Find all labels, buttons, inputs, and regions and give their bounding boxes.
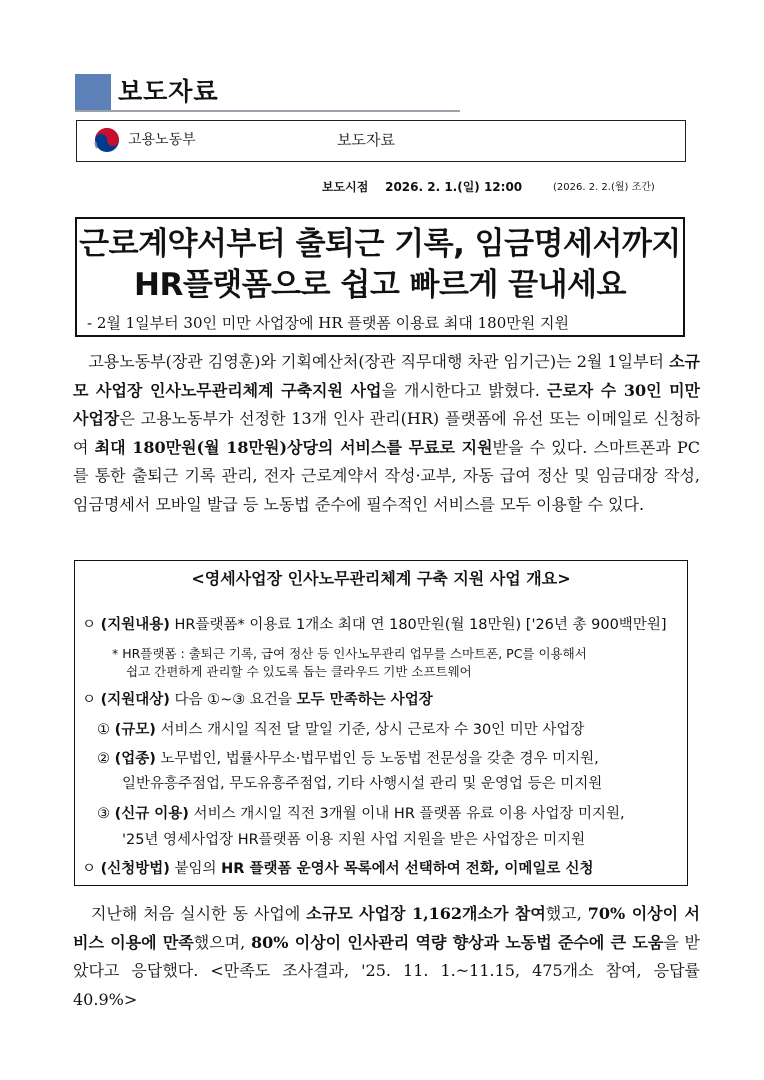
- p2-bold-3: 80% 이상이 인사관리 역량 향상과 노동법 준수에 큰 도움: [251, 932, 664, 952]
- press-release-label: 보도자료: [337, 131, 395, 149]
- p2-text-3: 했으며,: [193, 932, 251, 952]
- p2-text-2: 했고,: [545, 904, 588, 923]
- criteria-item-3: [97, 803, 625, 825]
- criteria-label: (규모): [114, 722, 156, 738]
- criteria-item-2: [97, 748, 599, 770]
- summary-title: <영세사업장 인사노무관리체계 구축 지원 사업 개요>: [191, 569, 571, 588]
- apply-text: 붙임의: [169, 861, 222, 877]
- government-emblem-icon: [92, 125, 122, 155]
- agency-name: 고용노동부: [128, 132, 196, 148]
- criteria-number: ①: [97, 722, 110, 738]
- body-paragraph-1: [73, 348, 700, 519]
- apply-label: (신청방법): [100, 861, 170, 877]
- p1-text-3: 은 고용노동부가 선정한 13개 인사 관리(HR) 플랫폼에 유선 또는 이메일로 신청하여: [73, 409, 700, 457]
- morning-edition: (2026. 2. 2.(월) 조간): [553, 182, 655, 193]
- release-time-value: 2026. 2. 1.(일) 12:00: [385, 180, 523, 194]
- summary-note-line-1: * HR플랫폼 : 출퇴근 기록, 급여 정산 등 인사노무관리 업무를 스마트폰, PC를 이용해서: [112, 646, 587, 661]
- release-time-label: 보도시점: [322, 180, 369, 194]
- criteria-text: 서비스 개시일 직전 3개월 이내 HR 플랫폼 유료 이용 사업장 미지원,: [188, 806, 625, 822]
- p1-text-1: 고용노동부(장관 김영훈)와 기획예산처(장관 직무대행 차관 임기근)는 2월 1일부터: [88, 352, 670, 371]
- p1-bold-1: 소규모 사업장 인사노무관리체계 구축지원 사업: [73, 352, 701, 400]
- target-label: (지원대상): [100, 692, 170, 708]
- criteria-label: (업종): [114, 751, 156, 767]
- release-time: [322, 179, 522, 195]
- criteria-item-2-continued: 일반유흥주점업, 무도유흥주점업, 기타 사행시설 관리 및 운영업 등은 미지원: [122, 776, 603, 792]
- body-paragraph-2: [73, 900, 700, 1014]
- bullet: ㅇ: [82, 617, 97, 633]
- criteria-text: 서비스 개시일 직전 달 말일 기준, 상시 근로자 수 30인 미만 사업장: [155, 722, 585, 738]
- summary-target-item: [82, 689, 433, 711]
- p1-text-4: 받을 수 있다. 스마트폰과 PC를 통한 출퇴근 기록 관리, 전자 근로계약서 작성·교부, 자동 급여 정산 및 임금대장 작성, 임금명세서 모바일 발급 등 노동법 준수에 필수적인 서비스를 모두 이용할 수 있다.: [73, 437, 700, 514]
- headline-line-1: 근로계약서부터 출퇴근 기록, 임금명세서까지: [79, 226, 681, 262]
- criteria-item-1: [97, 719, 584, 741]
- p1-bold-3: 최대 180만원(월 18만원)상당의 서비스를 무료로 지원: [94, 437, 493, 457]
- header-accent-square: [75, 74, 111, 110]
- p2-bold-1: 소규모 사업장 1,162개소가 참여: [306, 904, 546, 923]
- bullet: ㅇ: [82, 692, 97, 708]
- headline-subtitle: - 2월 1일부터 30인 미만 사업장에 HR 플랫폼 이용료 최대 180만원 지원: [87, 314, 569, 332]
- summary-apply-item: [82, 858, 593, 880]
- summary-note-line-2: 쉽고 간편하게 관리할 수 있도록 돕는 클라우드 기반 소프트웨어: [126, 664, 472, 679]
- content-label: (지원내용): [100, 617, 170, 633]
- headline-line-2: HR플랫폼으로 쉽고 빠르게 끝내세요: [134, 267, 626, 303]
- criteria-text: 노무법인, 법률사무소·법무법인 등 노동법 전문성을 갖춘 경우 미지원,: [155, 751, 599, 767]
- summary-content-item: [82, 614, 666, 636]
- p1-bold-2: 근로자 수 30인 미만 사업장: [73, 380, 701, 428]
- criteria-item-3-continued: '25년 영세사업장 HR플랫폼 이용 지원 사업 지원을 받은 사업장은 미지원: [122, 832, 586, 848]
- target-text: 다음 ①~③ 요건을: [169, 692, 297, 708]
- p2-text-4: 을 받았다고 응답했다. <만족도 조사결과, '25. 11. 1.~11.15, 475개소 참여, 응답률 40.9%>: [73, 932, 700, 1009]
- criteria-label: (신규 이용): [114, 806, 189, 822]
- header-rule: [75, 110, 460, 112]
- header-title: 보도자료: [118, 77, 219, 106]
- bullet: ㅇ: [82, 861, 97, 877]
- criteria-number: ②: [97, 751, 110, 767]
- target-bold: 모두 만족하는 사업장: [296, 692, 433, 708]
- p1-text-2: 을 개시한다고 밝혔다.: [381, 380, 547, 400]
- apply-bold: HR 플랫폼 운영사 목록에서 선택하여 전화, 이메일로 신청: [221, 861, 594, 877]
- p2-bold-2: 70% 이상이 서비스 이용에 만족: [73, 904, 700, 952]
- content-text: HR플랫폼* 이용료 1개소 최대 연 180만원(월 18만원) ['26년 총 900백만원]: [169, 617, 667, 633]
- p2-text-1: 지난해 처음 실시한 동 사업에: [90, 904, 307, 923]
- criteria-number: ③: [97, 806, 110, 822]
